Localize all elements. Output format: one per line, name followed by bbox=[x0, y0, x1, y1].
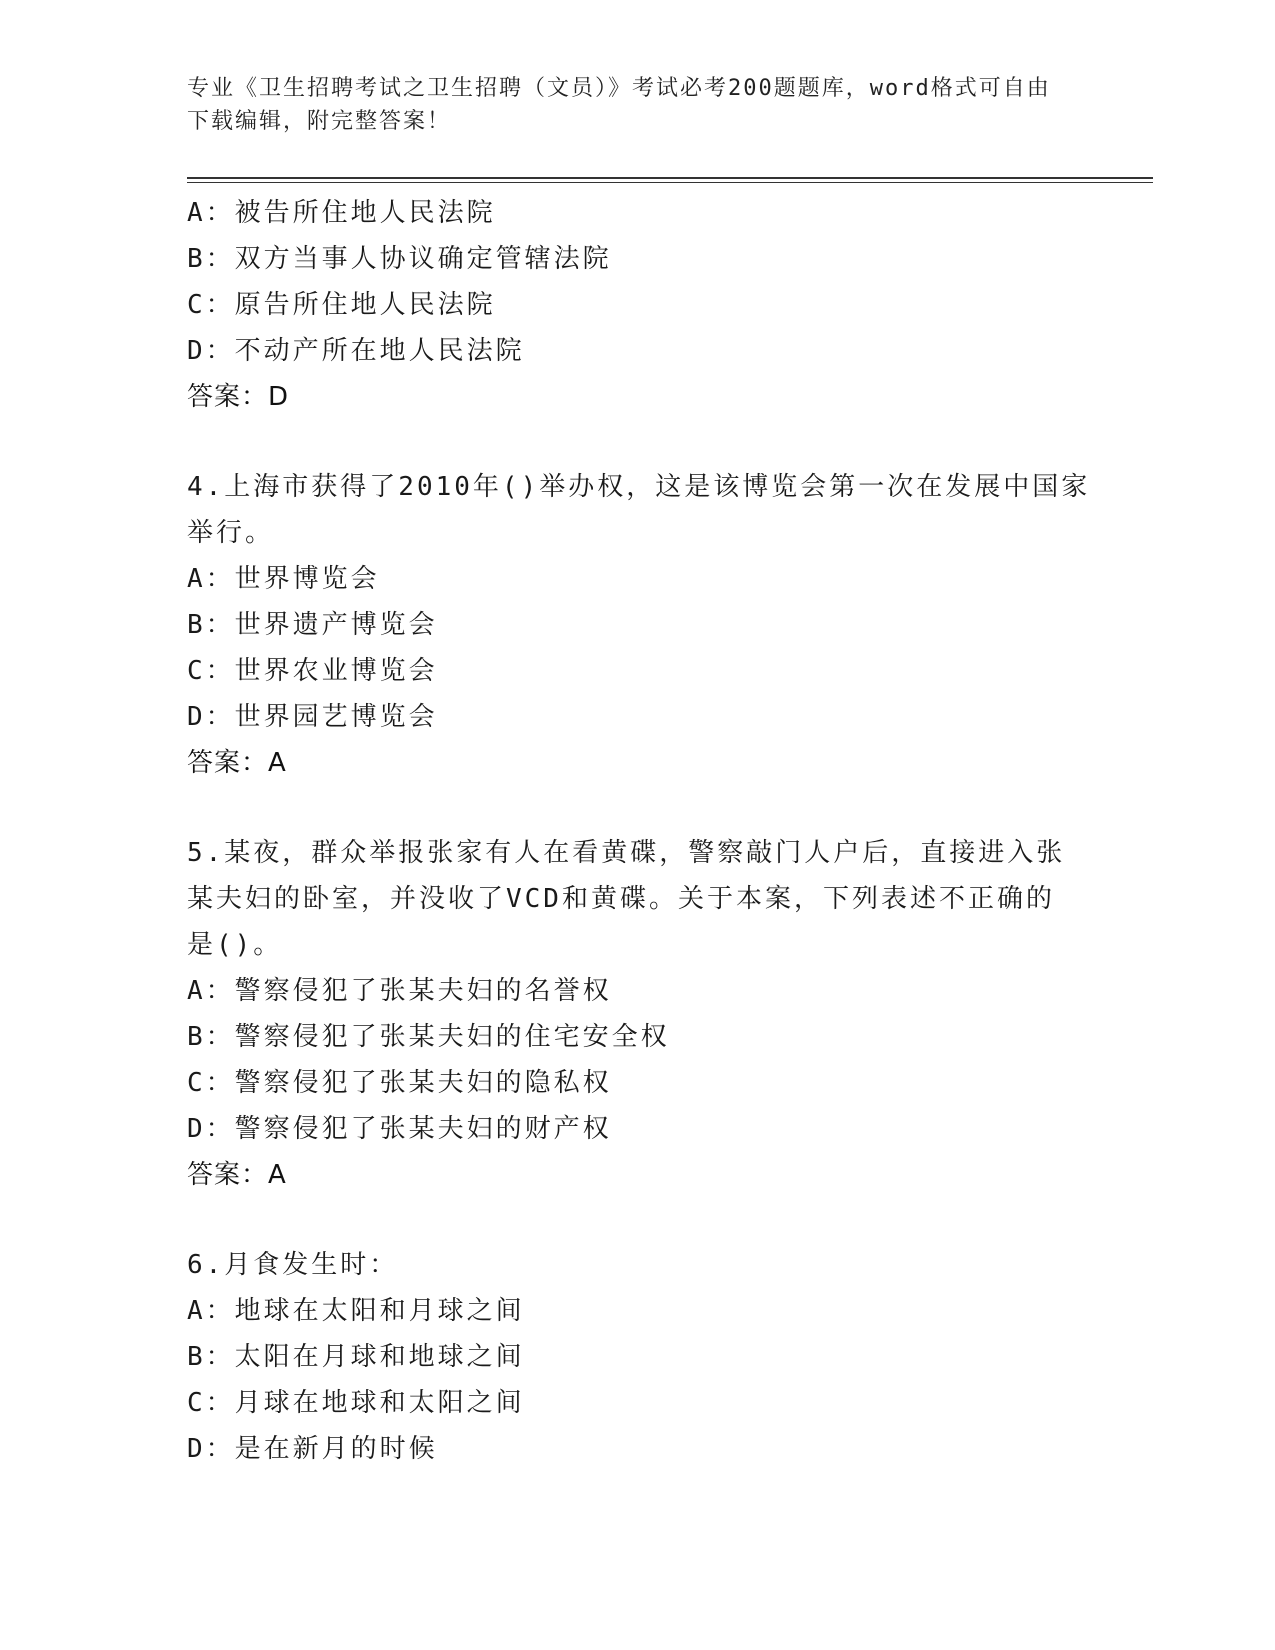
option-a: A：被告所住地人民法院 bbox=[187, 198, 496, 228]
question-stem-line: 4.上海市获得了2010年()举办权，这是该博览会第一次在发展中国家 bbox=[187, 472, 1091, 502]
question-4 bbox=[187, 464, 1091, 786]
answer-line: 答案：A bbox=[187, 748, 287, 778]
question-stem-line: 是()。 bbox=[187, 930, 283, 960]
option-b: B：太阳在月球和地球之间 bbox=[187, 1342, 525, 1372]
answer-line: 答案：D bbox=[187, 382, 290, 412]
option-a: A：地球在太阳和月球之间 bbox=[187, 1296, 525, 1326]
option-b: B：世界遗产博览会 bbox=[187, 610, 438, 640]
document-header: 专业《卫生招聘考试之卫生招聘（文员）》考试必考200题题库，word格式可自由下载编辑，附完整答案！ bbox=[187, 76, 1051, 134]
option-a: A：警察侵犯了张某夫妇的名誉权 bbox=[187, 976, 612, 1006]
header-rule-thin bbox=[187, 182, 1153, 183]
option-b: B：警察侵犯了张某夫妇的住宅安全权 bbox=[187, 1022, 670, 1052]
question-stem-line: 某夫妇的卧室，并没收了VCD和黄碟。关于本案，下列表述不正确的 bbox=[187, 884, 1055, 914]
question-5 bbox=[187, 830, 1087, 1198]
option-d: D：是在新月的时候 bbox=[187, 1434, 438, 1464]
option-c: C：警察侵犯了张某夫妇的隐私权 bbox=[187, 1068, 612, 1098]
option-c: C：世界农业博览会 bbox=[187, 656, 438, 686]
option-d: D：警察侵犯了张某夫妇的财产权 bbox=[187, 1114, 612, 1144]
option-a: A：世界博览会 bbox=[187, 564, 380, 594]
question-6 bbox=[187, 1242, 1087, 1472]
spacer bbox=[187, 786, 1087, 830]
spacer bbox=[187, 420, 1087, 464]
question-stem-line: 举行。 bbox=[187, 518, 275, 548]
answer-line: 答案：A bbox=[187, 1160, 287, 1190]
option-d: D：不动产所在地人民法院 bbox=[187, 336, 525, 366]
option-c: C：月球在地球和太阳之间 bbox=[187, 1388, 525, 1418]
option-b: B：双方当事人协议确定管辖法院 bbox=[187, 244, 612, 274]
question-stem-line: 6.月食发生时： bbox=[187, 1250, 399, 1280]
option-c: C：原告所住地人民法院 bbox=[187, 290, 496, 320]
question-content bbox=[187, 190, 1091, 1472]
question-stem-line: 5.某夜，群众举报张家有人在看黄碟，警察敲门人户后，直接进入张 bbox=[187, 838, 1066, 868]
header-rule-thick bbox=[187, 177, 1153, 179]
option-d: D：世界园艺博览会 bbox=[187, 702, 438, 732]
question-3 bbox=[187, 190, 1087, 420]
spacer bbox=[187, 1198, 1087, 1242]
